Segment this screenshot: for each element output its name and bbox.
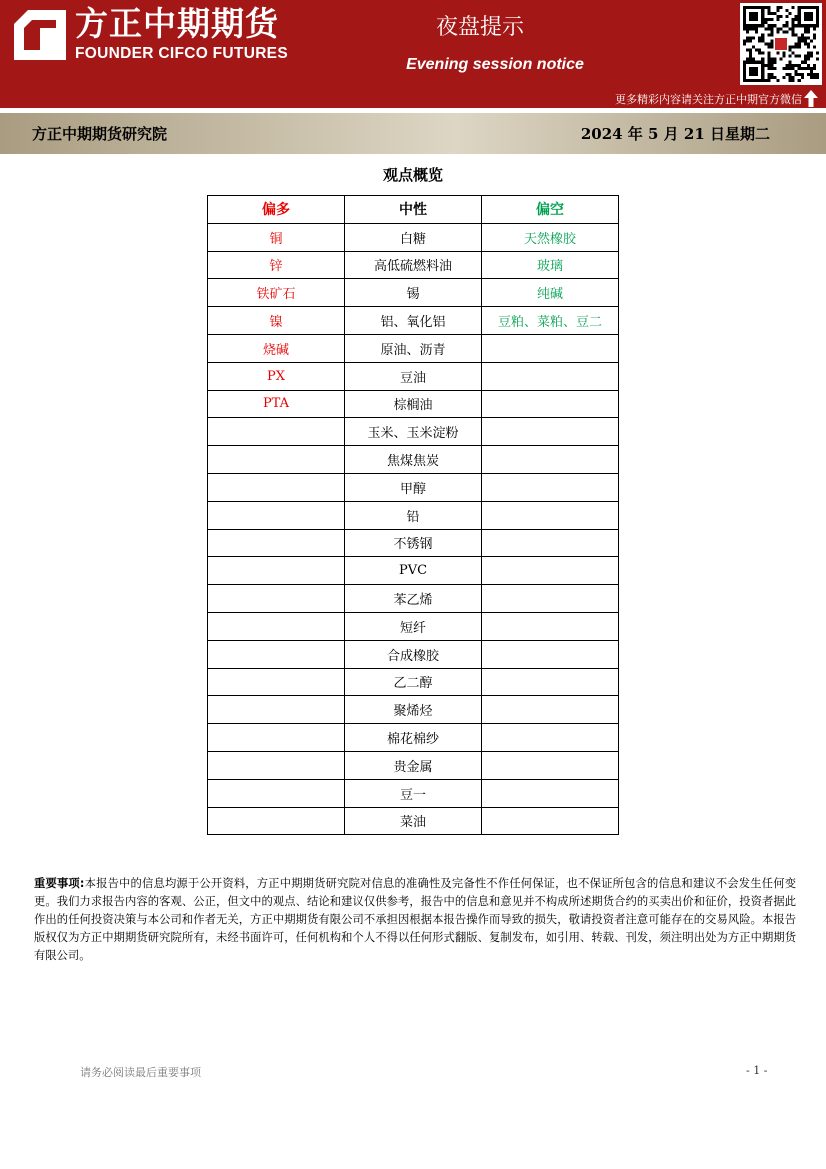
neutral-cell: 玉米、玉米淀粉 — [345, 418, 482, 446]
subheader-bar — [0, 108, 826, 154]
bearish-cell — [482, 696, 619, 724]
bullish-cell — [208, 473, 345, 501]
bearish-cell: 玻璃 — [482, 251, 619, 279]
neutral-cell: 乙二醇 — [345, 668, 482, 696]
table-row — [208, 362, 619, 390]
report-date: 2024 年 5 月 21 日星期二 — [580, 125, 770, 143]
bullish-cell — [208, 446, 345, 474]
disclaimer — [34, 875, 796, 965]
views-overview-table — [207, 195, 619, 835]
table-row — [208, 307, 619, 335]
report-subtitle: Evening session notice — [406, 56, 584, 73]
column-header-neutral: 中性 — [345, 196, 482, 224]
bullish-cell — [208, 501, 345, 529]
bearish-cell: 纯碱 — [482, 279, 619, 307]
bearish-cell: 豆粕、菜粕、豆二 — [482, 307, 619, 335]
neutral-cell: 贵金属 — [345, 751, 482, 779]
bearish-cell — [482, 585, 619, 613]
bullish-cell: PX — [208, 362, 345, 390]
table-row — [208, 640, 619, 668]
bullish-cell — [208, 751, 345, 779]
table-row — [208, 501, 619, 529]
neutral-cell: 铅 — [345, 501, 482, 529]
table-row — [208, 612, 619, 640]
table-row — [208, 668, 619, 696]
bearish-cell — [482, 529, 619, 557]
bullish-cell — [208, 668, 345, 696]
neutral-cell: 棉花棉纱 — [345, 724, 482, 752]
neutral-cell: 焦煤焦炭 — [345, 446, 482, 474]
bullish-cell — [208, 585, 345, 613]
table-row — [208, 779, 619, 807]
arrow-up-icon — [804, 90, 818, 107]
neutral-cell: 铝、氧化铝 — [345, 307, 482, 335]
bearish-cell — [482, 501, 619, 529]
table-row — [208, 724, 619, 752]
logo-english-name: FOUNDER CIFCO FUTURES — [75, 45, 288, 62]
table-row — [208, 751, 619, 779]
footer-note: 请务必阅读最后重要事项 — [80, 1066, 201, 1079]
table-row — [208, 334, 619, 362]
disclaimer-text: 本报告中的信息均源于公开资料，方正中期期货研究院对信息的准确性及完备性不作任何保证，也不保证所包含的信息和建议不会发生任何变更。我们力求报告内容的客观、公正，但文中的观点、结论和建议仅供参考，报告中的信息和意见并不构成所述期货合约的买卖出价和征价，投资者据此作出的任何投资决策与本公司和作者无关，方正中期期货有限公司不承担因根据本报告操作而导致的损失，敬请投资者注意可能存在的交易风险。本报告版权仅为方正中期期货研究院所有，未经书面许可，任何机构和个人不得以任何形式翻版、复制发布，如引用、转载、刊发，须注明出处为方正中期期货有限公司。 — [34, 877, 796, 962]
neutral-cell: 高低硫燃料油 — [345, 251, 482, 279]
table-row — [208, 529, 619, 557]
neutral-cell: 不锈钢 — [345, 529, 482, 557]
logo-chinese-name: 方正中期期货 — [75, 4, 279, 43]
table-row — [208, 251, 619, 279]
neutral-cell: 合成橡胶 — [345, 640, 482, 668]
bearish-cell — [482, 668, 619, 696]
neutral-cell: 聚烯烃 — [345, 696, 482, 724]
table-row — [208, 585, 619, 613]
bearish-cell — [482, 334, 619, 362]
bearish-cell — [482, 362, 619, 390]
neutral-cell: 苯乙烯 — [345, 585, 482, 613]
table-row — [208, 446, 619, 474]
bearish-cell — [482, 612, 619, 640]
wechat-follow-note: 更多精彩内容请关注方正中期官方微信 — [615, 93, 802, 106]
table-row — [208, 390, 619, 418]
bearish-cell — [482, 473, 619, 501]
bearish-cell — [482, 724, 619, 752]
bullish-cell: 铁矿石 — [208, 279, 345, 307]
column-header-bearish: 偏空 — [482, 196, 619, 224]
bullish-cell — [208, 724, 345, 752]
bearish-cell — [482, 557, 619, 585]
neutral-cell: 菜油 — [345, 807, 482, 835]
bullish-cell — [208, 696, 345, 724]
table-row — [208, 696, 619, 724]
neutral-cell: 甲醇 — [345, 473, 482, 501]
neutral-cell: 原油、沥青 — [345, 334, 482, 362]
neutral-cell: PVC — [345, 557, 482, 585]
bullish-cell — [208, 557, 345, 585]
views-table-body — [208, 223, 619, 835]
bullish-cell — [208, 418, 345, 446]
bearish-cell — [482, 418, 619, 446]
bullish-cell: PTA — [208, 390, 345, 418]
table-header-row — [208, 196, 619, 224]
disclaimer-label: 重要事项: — [34, 877, 85, 890]
institute-name: 方正中期期货研究院 — [32, 125, 168, 143]
section-title: 观点概览 — [382, 166, 443, 184]
bullish-cell: 锌 — [208, 251, 345, 279]
bullish-cell: 铜 — [208, 223, 345, 251]
bearish-cell — [482, 640, 619, 668]
bearish-cell — [482, 390, 619, 418]
bullish-cell — [208, 612, 345, 640]
bearish-cell — [482, 779, 619, 807]
neutral-cell: 白糖 — [345, 223, 482, 251]
table-row — [208, 279, 619, 307]
bullish-cell — [208, 640, 345, 668]
table-row — [208, 473, 619, 501]
bullish-cell: 镍 — [208, 307, 345, 335]
header-banner — [0, 0, 826, 108]
table-row — [208, 223, 619, 251]
bullish-cell — [208, 529, 345, 557]
bearish-cell — [482, 807, 619, 835]
bullish-cell: 烧碱 — [208, 334, 345, 362]
bullish-cell — [208, 807, 345, 835]
founder-logo-icon — [14, 10, 66, 60]
neutral-cell: 短纤 — [345, 612, 482, 640]
neutral-cell: 豆油 — [345, 362, 482, 390]
wechat-qr-code-icon[interactable] — [740, 3, 822, 85]
bearish-cell — [482, 446, 619, 474]
report-title: 夜盘提示 — [435, 15, 524, 40]
table-row — [208, 418, 619, 446]
table-row — [208, 807, 619, 835]
neutral-cell: 锡 — [345, 279, 482, 307]
page-number: - 1 - — [746, 1064, 768, 1077]
neutral-cell: 棕榈油 — [345, 390, 482, 418]
neutral-cell: 豆一 — [345, 779, 482, 807]
column-header-bullish: 偏多 — [208, 196, 345, 224]
bullish-cell — [208, 779, 345, 807]
bearish-cell: 天然橡胶 — [482, 223, 619, 251]
bearish-cell — [482, 751, 619, 779]
table-row — [208, 557, 619, 585]
